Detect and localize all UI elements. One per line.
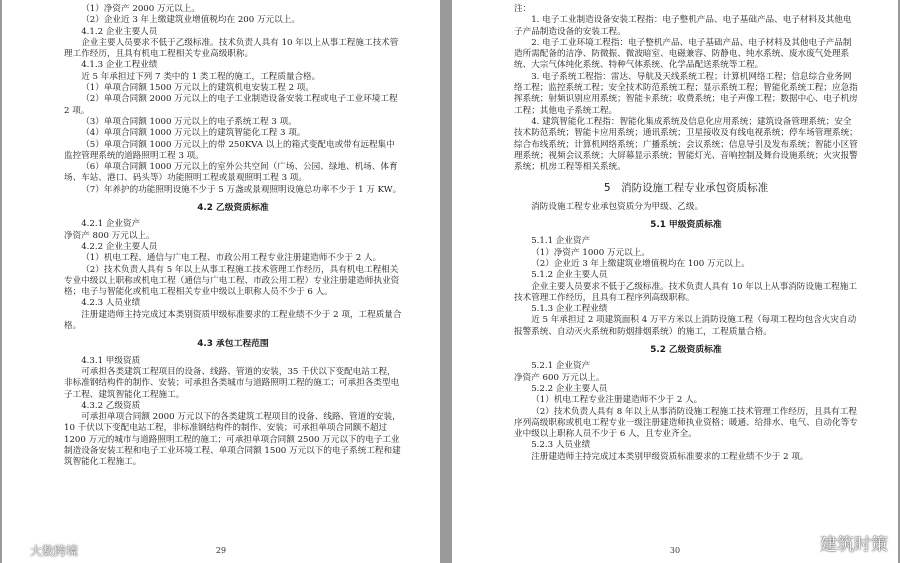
note-line: 1. 电子工业制造设备安装工程指：电子整机产品、电子基础产品、电子材料及其他电子产品制造设备的安装工程。 <box>514 15 852 37</box>
text-line: （2）技术负责人具有 5 年以上从事工程施工技术管理工作经历，具有机电工程相关专业中级以上职称或机电工程（通信与广电工程、市政公用工程）专业注册建造师执业资格；电子与智能化或机电工程相关专业中级以上职称人员不少于 6 人。 <box>64 264 400 298</box>
text-line: 5.1.2 企业主要人员 <box>531 270 608 281</box>
section-5-1-body <box>514 236 858 338</box>
text-line: （1）净资产 2000 万元以上。 <box>81 4 200 14</box>
text-line: （2）技术负责人具有 8 年以上从事消防设施工程施工技术管理工作经历，且具有工程序列高级职称或机电工程专业一级注册建造师执业资格；暖通、给排水、电气、自动化等专业中级以上职称人员不少于 6 人，且专业齐全。 <box>514 406 858 440</box>
text-line: 净资产 600 万元以上。 <box>514 372 605 383</box>
text-line: 注册建造师主持完成过本类别资质甲级标准要求的工程业绩不少于 2 项，工程质量合格。 <box>64 309 402 332</box>
text-line: （2）单项合同额 2000 万元以上的电子工业制造设备安装工程或电子工业环境工程 2 项。 <box>64 94 398 116</box>
text-line: 近 5 年承担过下列 7 类中的 1 类工程的施工，工程质量合格。 <box>81 71 321 82</box>
text-line: 企业主要人员要求不低于乙级标准。技术负责人具有 10 年以上从事工程施工技术管理工作经历，且具有机电工程相关专业高级职称。 <box>64 37 399 60</box>
text-line: 4.3.1 甲级资质 <box>81 355 141 366</box>
section-5-2-body <box>514 361 858 463</box>
text-line: 净资产 800 万元以上。 <box>64 230 155 241</box>
document-page-right <box>452 0 898 563</box>
document-page-left <box>2 0 440 563</box>
section-4-2-body <box>64 219 402 332</box>
text-line: 5.2.2 企业主要人员 <box>531 383 608 394</box>
page-number: 30 <box>669 545 681 555</box>
note-line: 3. 电子系统工程指：雷达、导航及天线系统工程；计算机网络工程；信息综合业务网络工程；监控系统工程；安全技术防范系统工程；显示系统工程；智能化系统工程；应急指挥系统；射频识别应用系统；智能卡系统；收费系统；电子声像工程；数据中心、电子机房工程；其他电子系统工程。 <box>514 71 858 116</box>
chapter-intro: 消防设施工程专业承包资质分为甲级、乙级。 <box>531 201 704 212</box>
text-line: 5.2.3 人员业绩 <box>531 440 591 451</box>
text-line: 5.1.1 企业资产 <box>531 236 591 247</box>
text-line: 企业主要人员要求不低于乙级标准。技术负责人具有 10 年以上从事消防设施工程施工技术管理工作经历，且具有工程序列高级职称。 <box>514 281 857 303</box>
text-line: 可承担各类建筑工程项目的设备、线路、管道的安装，35 千伏以下变配电站工程，非标准钢结构件的制作、安装；可承担各类城市与道路照明工程的施工；可承担各类型电子工程、建筑智能化工程施工。 <box>64 366 400 400</box>
text-line: （2）企业近 3 年上缴建筑业增值税均在 100 万元以上。 <box>531 258 750 269</box>
chapter-heading-5: 5 消防设施工程专业承包资质标准 <box>603 182 769 195</box>
text-line: （6）单项合同额 1000 万元以上的室外公共空间（广场、公园、绿地、机场、体育场、车站、港口、码头等）功能照明工程或景观照明工程 3 项。 <box>64 162 398 184</box>
text-line: （1）机电工程、通信与广电工程、市政公用工程专业注册建造师不少于 2 人。 <box>81 253 382 264</box>
text-line: 注册建造师主持完成过本类别甲级资质标准要求的工程业绩不少于 2 项。 <box>531 451 809 462</box>
note-title: 注： <box>514 4 532 14</box>
text-line: （1）净资产 1000 万元以上。 <box>531 247 650 258</box>
text-line: （1）单项合同额 1500 万元以上的建筑机电安装工程 2 项。 <box>81 83 314 94</box>
text-line: （4）单项合同额 1000 万元以上的建筑智能化工程 3 项。 <box>81 128 306 139</box>
watermark-right <box>797 530 888 555</box>
section-heading-5-2: 5.2 乙级资质标准 <box>650 345 722 356</box>
wechat-icon <box>797 534 815 552</box>
text-line: 4.2.2 企业主要人员 <box>81 241 158 252</box>
text-line: 4.1.2 企业主要人员 <box>81 26 158 37</box>
text-line: （5）单项合同额 1000 万元以上的带 250KVA 以上的箱式变配电或带有远程集中监控管理系统的道路照明工程 3 项。 <box>64 139 395 161</box>
text-line: （3）单项合同额 1000 万元以上的电子系统工程 3 项。 <box>81 116 297 127</box>
text-line: 5.1.3 企业工程业绩 <box>531 304 608 315</box>
section-heading-4-3: 4.3 承包工程范围 <box>197 339 269 350</box>
text-line: 4.2.1 企业资产 <box>81 219 141 230</box>
brand-logo-icon <box>8 541 26 559</box>
section-heading-4-2: 4.2 乙级资质标准 <box>197 203 269 214</box>
text-line: 4.3.2 乙级资质 <box>81 400 141 411</box>
section-4-3-body <box>64 356 402 469</box>
text-line: 4.1.3 企业工程业绩 <box>81 60 158 71</box>
text-line: 可承担单项合同额 2000 万元以下的各类建筑工程项目的设备、线路、管道的安装，10 千伏以下变配电站工程，非标准钢结构件的制作、安装；可承担单项合同额不超过 1200 万元的城市与道路照明工程的施工；可承担单项合同额 2500 万元以下的电子工业制造设备安装工程和电子工业环境工程、单项合同额 1500 万元以下的电子系统工程和建筑智能化工程施工。 <box>64 412 401 468</box>
watermark-right-text: 建筑时策 <box>820 535 888 555</box>
page-body <box>64 4 402 196</box>
watermark-left-text: 大数跨境 <box>30 543 79 558</box>
notes-list <box>514 15 858 173</box>
note-line: 2. 电子工业环境工程指：电子整机产品、电子基础产品、电子材料及其他电子产品制造所需配备的洁净、防微振、微波暗室、电磁兼容、防静电、纯水系统、废水废气处理系统、大宗气体纯化系统、特种气体系统、化学品配送系统等工程。 <box>514 37 852 71</box>
section-heading-5-1: 5.1 甲级资质标准 <box>650 220 722 231</box>
text-line: （7）年养护的功能照明设施不少于 5 万盏或景观照明设施总功率不少于 1 万 KW。 <box>81 184 402 195</box>
page-number: 29 <box>215 545 227 555</box>
text-line: 5.2.1 企业资产 <box>531 361 591 372</box>
text-line: 4.2.3 人员业绩 <box>81 298 141 309</box>
text-line: （1）机电工程专业注册建造师不少于 2 人。 <box>531 395 703 406</box>
note-line: 4. 建筑智能化工程指：智能化集成系统及信息化应用系统；建筑设备管理系统；安全技术防范系统；智能卡应用系统；通讯系统；卫星接收及有线电视系统；停车场管理系统；综合布线系统；计算机网络系统；广播系统；会议系统；信息导引及发布系统；智能小区管理系统；视频会议系统；大屏幕显示系统；智能灯光、音响控制及舞台设施系统；火灾报警系统；机房工程等相关系统。 <box>514 116 858 173</box>
text-line: 近 5 年承担过 2 项建筑面积 4 万平方米以上消防设施工程（每项工程均包含火灾自动报警系统、自动灭火系统和防烟排烟系统）的施工，工程质量合格。 <box>514 315 857 337</box>
text-line: （2）企业近 3 年上缴建筑业增值税均在 200 万元以上。 <box>81 15 300 26</box>
watermark-left <box>8 541 78 559</box>
